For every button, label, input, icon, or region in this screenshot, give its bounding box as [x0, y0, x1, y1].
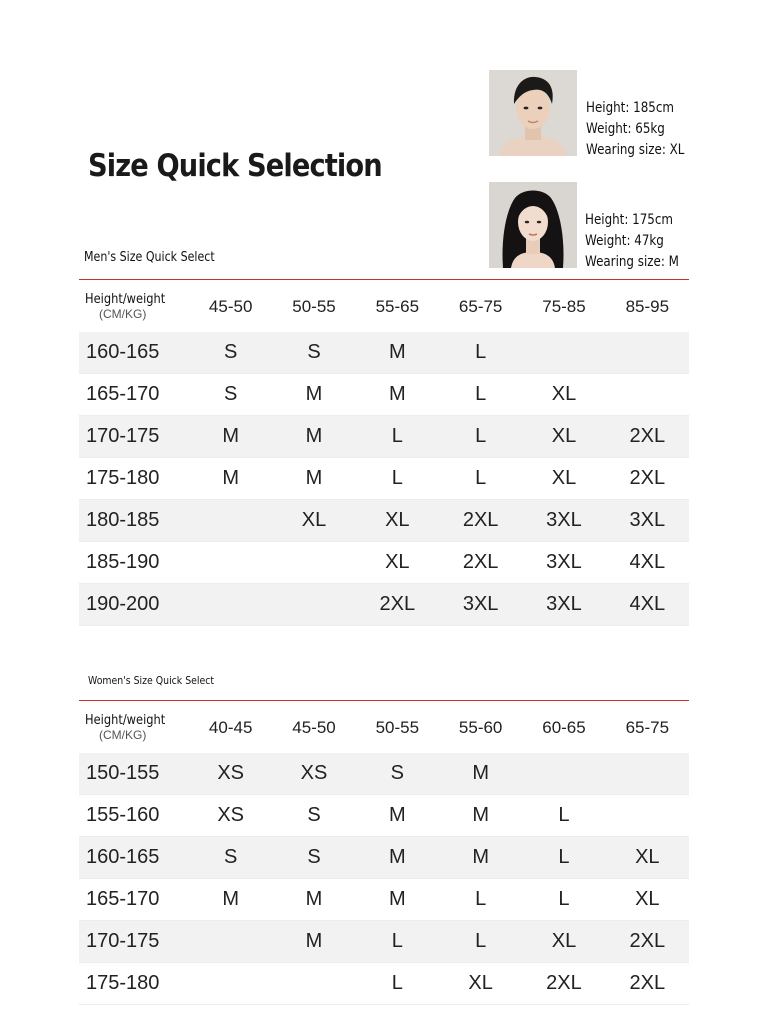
men-size-cell: 2XL	[379, 593, 416, 615]
female-model-photo	[489, 182, 577, 268]
table-row	[79, 795, 689, 837]
men-size-cell: XL	[385, 551, 410, 573]
women-size-cell: L	[391, 930, 403, 952]
men-size-cell	[189, 542, 272, 584]
table-row	[79, 584, 689, 626]
women-height-row-header: 175-180	[86, 972, 160, 994]
women-size-cell	[189, 921, 272, 963]
men-size-cell: XL	[551, 425, 577, 447]
women-size-cell: M	[472, 762, 489, 784]
women-size-cell: L	[558, 846, 570, 868]
women-size-cell: L	[475, 930, 487, 952]
men-height-row-header: 180-185	[86, 509, 160, 531]
men-corner-header	[79, 281, 189, 332]
men-height-row-header: 160-165	[86, 341, 160, 363]
women-weight-column-header: 55-60	[458, 717, 503, 737]
men-size-cell: L	[475, 467, 487, 489]
women-section-label: Women's Size Quick Select	[88, 674, 215, 687]
men-size-cell: 4XL	[629, 551, 666, 573]
men-size-cell	[522, 332, 605, 374]
women-size-cell: M	[388, 888, 406, 910]
women-size-cell: M	[472, 804, 489, 826]
men-size-cell	[272, 542, 355, 584]
men-size-table	[79, 281, 689, 626]
women-size-cell: S	[307, 846, 321, 868]
men-size-cell: L	[475, 383, 487, 405]
men-section-divider	[79, 279, 689, 280]
women-size-cell	[522, 753, 605, 795]
women-weight-column-header: 65-75	[625, 717, 670, 737]
men-size-cell: M	[305, 425, 323, 447]
table-row	[79, 542, 689, 584]
men-size-cell: 2XL	[462, 551, 499, 573]
men-size-cell: M	[388, 341, 406, 363]
men-weight-column-header: 45-50	[208, 296, 253, 316]
women-weight-column-header: 40-45	[208, 717, 253, 737]
men-height-row-header: 175-180	[86, 467, 160, 489]
female-model-info	[585, 210, 679, 273]
women-size-cell: XL	[468, 972, 493, 994]
women-weight-column-header: 50-55	[375, 717, 420, 737]
men-size-cell: 3XL	[546, 593, 582, 615]
table-row	[79, 921, 689, 963]
men-size-cell	[189, 584, 272, 626]
women-size-cell	[189, 963, 272, 1005]
men-height-row-header: 165-170	[86, 383, 160, 405]
men-size-cell: 2XL	[462, 509, 499, 531]
men-size-cell	[189, 500, 272, 542]
female-model-height: Height: 175cm	[585, 212, 673, 228]
men-size-cell: S	[223, 383, 238, 405]
men-size-cell: S	[307, 341, 321, 363]
women-size-cell	[606, 753, 689, 795]
women-size-cell: XL	[551, 930, 577, 952]
women-size-cell: 2XL	[629, 930, 666, 952]
women-size-cell: L	[558, 888, 570, 910]
women-section-divider	[79, 700, 689, 701]
women-height-row-header: 160-165	[86, 846, 160, 868]
men-size-cell: 4XL	[629, 593, 666, 615]
men-weight-column-header: 85-95	[625, 296, 670, 316]
men-weight-column-header: 75-85	[542, 296, 586, 316]
women-size-cell: M	[388, 804, 406, 826]
women-table-header	[79, 702, 689, 753]
table-row	[79, 332, 689, 374]
women-height-row-header: 155-160	[86, 804, 160, 826]
women-size-cell: M	[305, 930, 323, 952]
women-corner-header	[79, 702, 189, 753]
men-size-cell	[272, 584, 355, 626]
men-height-row-header: 185-190	[86, 551, 160, 573]
women-size-cell: 2XL	[546, 972, 582, 994]
table-row	[79, 879, 689, 921]
men-table-header	[79, 281, 689, 332]
women-size-cell: XS	[300, 762, 328, 784]
women-size-cell	[272, 963, 355, 1005]
women-size-cell: L	[558, 804, 570, 826]
men-size-cell	[606, 332, 689, 374]
men-size-cell: 3XL	[629, 509, 666, 531]
women-size-cell: L	[475, 888, 487, 910]
table-row	[79, 500, 689, 542]
men-size-cell: 2XL	[629, 425, 666, 447]
male-model-info	[586, 98, 684, 161]
men-size-cell: L	[475, 341, 487, 363]
men-size-cell: L	[391, 425, 403, 447]
women-size-cell: M	[305, 888, 323, 910]
women-weight-column-header: 60-65	[542, 717, 586, 737]
men-size-cell: 2XL	[629, 467, 666, 489]
men-section-label: Men's Size Quick Select	[84, 250, 215, 265]
women-size-cell: S	[390, 762, 404, 784]
men-size-cell: 3XL	[546, 551, 582, 573]
male-model-weight: Weight: 65kg	[586, 121, 665, 137]
women-corner-bottom: (CM/KG)	[99, 727, 147, 742]
women-height-row-header: 150-155	[86, 762, 160, 784]
men-size-cell: M	[388, 383, 406, 405]
men-size-cell: XL	[551, 467, 577, 489]
men-size-cell: L	[475, 425, 487, 447]
women-size-table	[79, 702, 689, 1005]
table-row	[79, 837, 689, 879]
men-size-cell: M	[222, 467, 239, 489]
women-size-cell: M	[222, 888, 239, 910]
men-weight-column-header: 55-65	[375, 296, 420, 316]
women-size-cell: XS	[217, 804, 244, 826]
men-size-cell: M	[222, 425, 239, 447]
women-height-row-header: 170-175	[86, 930, 160, 952]
page-title: Size Quick Selection	[88, 148, 382, 184]
men-corner-top: Height/weight	[85, 291, 166, 307]
men-size-cell: 3XL	[546, 509, 582, 531]
men-size-cell: XL	[301, 509, 327, 531]
men-size-cell: 3XL	[462, 593, 499, 615]
male-model-size: Wearing size: XL	[586, 142, 685, 158]
female-model-weight: Weight: 47kg	[585, 233, 664, 249]
men-weight-column-header: 50-55	[292, 296, 336, 316]
women-size-cell: XL	[635, 846, 660, 868]
men-height-row-header: 170-175	[86, 425, 160, 447]
men-size-cell: M	[305, 383, 323, 405]
women-corner-top: Height/weight	[85, 712, 166, 728]
women-size-cell: M	[472, 846, 489, 868]
women-size-cell	[606, 795, 689, 837]
women-size-cell: XL	[635, 888, 660, 910]
women-weight-column-header: 45-50	[292, 717, 336, 737]
table-row	[79, 963, 689, 1005]
table-row	[79, 458, 689, 500]
women-size-cell: L	[391, 972, 403, 994]
women-height-row-header: 165-170	[86, 888, 160, 910]
women-size-cell: M	[388, 846, 406, 868]
table-row	[79, 416, 689, 458]
table-row	[79, 374, 689, 416]
women-size-cell: S	[307, 804, 321, 826]
men-size-cell: L	[391, 467, 403, 489]
female-model-size: Wearing size: M	[585, 254, 679, 270]
male-model-height: Height: 185cm	[586, 100, 674, 116]
men-size-cell: S	[223, 341, 238, 363]
male-model-photo	[489, 70, 577, 156]
men-size-cell	[606, 374, 689, 416]
table-row	[79, 753, 689, 795]
men-size-cell: XL	[385, 509, 410, 531]
men-weight-column-header: 65-75	[458, 296, 503, 316]
men-size-cell: M	[305, 467, 323, 489]
women-size-cell: XS	[217, 762, 244, 784]
men-size-cell: XL	[551, 383, 577, 405]
women-size-cell: 2XL	[629, 972, 666, 994]
men-height-row-header: 190-200	[86, 593, 160, 615]
men-corner-bottom: (CM/KG)	[99, 306, 147, 321]
women-size-cell: S	[223, 846, 238, 868]
